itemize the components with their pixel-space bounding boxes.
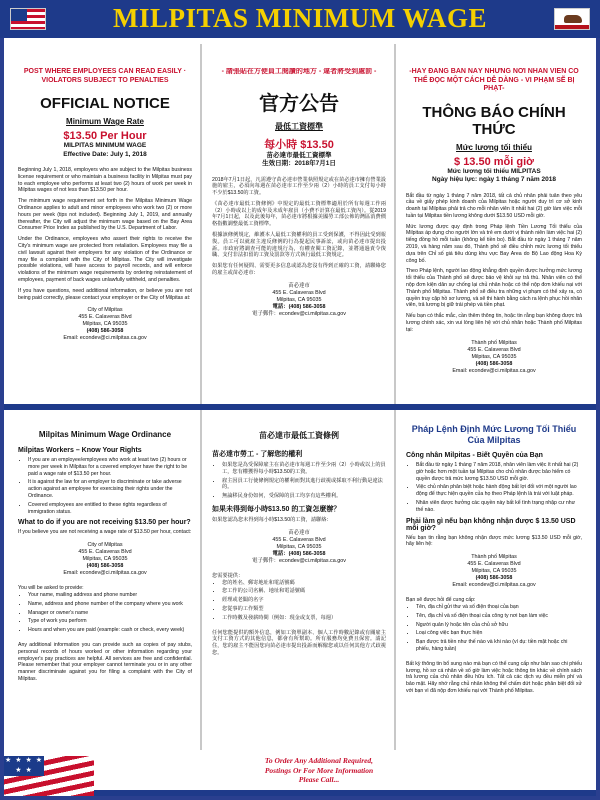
ordinance-title: 苗必達市最低工資條例 xyxy=(259,431,339,440)
list-item: • 您的姓名、郵寄地址和電話號碼 xyxy=(222,580,386,587)
paragraph: 《苗必達市最低工資條例》中規定的最低工資標準適用於所有每週工作兩（2）小時或以上的成年及未成年雇員（小費不計算在最低工資內）。從2019年7月1日起，以及此後每年，苗必達市將根據美國勞工部公佈的灣區消費價格指數調整最低工資標準。 xyxy=(212,200,386,228)
order-info xyxy=(244,756,394,785)
posting-warning: -HÃY ĐĂNG BẢN NÀY NHỮNG NƠI NHÂN VIÊN CÓ THỂ ĐỌC MỘT CÁCH DỄ DÀNG - VI PHẠM SẼ BỊ PHẠT- xyxy=(409,68,579,92)
what-to-do-heading: Phải làm gì nếu bạn không nhận được $ 13.50 USD mỗi giờ? xyxy=(406,517,576,532)
flag-stripes-graphic xyxy=(4,756,94,796)
email-address: Email: econdev@ci.milpitas.ca.gov xyxy=(63,570,147,577)
email-address: 電子郵件：econdev@ci.milpitas.ca.gov xyxy=(252,310,346,317)
address-line: 455 E. Calaveras Blvd xyxy=(78,549,132,556)
list-item: • 您從事的工作類型 xyxy=(222,606,386,613)
address-line: Milpitas, CA 95035 xyxy=(276,296,322,303)
california-flag-icon xyxy=(554,8,590,30)
list-item: • Your name, mailing address and phone number xyxy=(28,592,192,599)
phone-number: 電話：(408) 586-3058 xyxy=(272,303,326,310)
list-item: • Hours and when you are paid (example: cash or check, every week) xyxy=(28,627,192,634)
notice-body xyxy=(406,193,582,334)
rights-list xyxy=(212,462,386,500)
wage-rate: $13.50 Per Hour xyxy=(63,130,147,142)
wage-label: Mức lương tối thiểu MILPITAS xyxy=(447,167,541,175)
paragraph: If you have questions, need additional information, or believe you are not being paid correctly, please contact your employer or the City of Milpitas at: xyxy=(18,287,192,301)
address-line: Thành phố Milpitas xyxy=(471,554,517,561)
provide-list xyxy=(212,580,386,622)
effective-date: 生效日期：2018年7月1日 xyxy=(262,160,336,167)
address-line: 苗必達市 xyxy=(288,282,310,289)
address-line: City of Milpitas xyxy=(87,307,123,314)
rights-heading: 苗必達市勞工 - 了解您的權利 xyxy=(212,451,303,458)
paragraph: 如果您有任何疑問、需要更多信息或認為您沒有得到正確的工資，請聯絡您的雇主或苗必達市： xyxy=(212,263,386,277)
posting-warning: POST WHERE EMPLOYEES CAN READ EASILY · VIOLATORS SUBJECT TO PENALTIES xyxy=(23,68,187,84)
list-item: • It is against the law for an employer to discriminate or take adverse action against an employee for exercising their rights under the Ordinance. xyxy=(28,479,192,499)
footer xyxy=(4,752,596,796)
address-line: Milpitas, CA 95035 xyxy=(82,556,128,563)
list-item: • 雇主因員工行使條例規定的權利而對其進行歧視或採取不利行動是違法的。 xyxy=(222,478,386,492)
paragraph: The minimum wage requirement set forth in the Milpitas Minimum Wage Ordinance applies to adult and minor employees who work two (2) or more hours per week (tips not included). Beginning July 1, 2019, and annually thereafter, the City will adjust the minimum wage based on the Bay Area Consumer Price Index as published by the U.S. Department of Labor. xyxy=(18,198,192,232)
stars-icon: ★ ★ ★ ★ ★ ★ xyxy=(5,757,43,774)
list-item: • Bắt đầu từ ngày 1 tháng 7 năm 2018, nhân viên làm việc ít nhất hai (2) giờ hoặc hơn một tuần tại Milpitas cho chủ nhân được bảo hiểm có quyền được trả mức lương $13.50 USD mỗi giờ. xyxy=(416,462,582,482)
phone-number: 電話：(408) 586-3058 xyxy=(272,550,326,557)
address-line: Milpitas, CA 95035 xyxy=(471,568,517,575)
list-item: • Manager or owner's name xyxy=(28,610,192,617)
address-line: 455 E. Calaveras Blvd xyxy=(467,346,521,353)
rights-heading: Công nhân Milpitas - Biết Quyền của Bạn xyxy=(406,452,543,459)
footer-line: Please Call... xyxy=(298,775,340,784)
list-item: • 經理或老闆的名字 xyxy=(222,597,386,604)
phone-number: (408) 586-3058 xyxy=(86,328,124,335)
list-item: • 工作時數及發薪時間（例如：現金或支票，每週） xyxy=(222,615,386,622)
list-item: • Bạn được trả tiền như thế nào và khi nào (ví dụ: tiền mặt hoặc chi phiếu, hàng tuần) xyxy=(416,639,582,653)
what-to-do-heading: 如果未得到每小時$13.50 的工資怎麼辦？ xyxy=(212,505,341,513)
provide-intro: You will be asked to provide: xyxy=(18,585,84,592)
column-divider-1 xyxy=(200,44,202,750)
chinese-notice xyxy=(206,68,392,398)
list-item: • Người quản lý hoặc tên của chủ sở hữu xyxy=(416,622,582,629)
email-address: Email: econdev@ci.milpitas.ca.gov xyxy=(452,367,536,374)
phone-number: (408) 586-3058 xyxy=(475,360,513,367)
effective-date: Ngày hiệu lực: ngày 1 tháng 7 năm 2018 xyxy=(432,176,556,183)
phone-number: (408) 586-3058 xyxy=(475,575,513,582)
notice-title: 官方公告 xyxy=(259,90,339,115)
address-line: Thành phố Milpitas xyxy=(471,339,517,346)
vietnamese-notice xyxy=(400,68,588,398)
list-item: • Covered employees are entitled to these rights regardless of immigration status. xyxy=(28,502,192,516)
contact-address xyxy=(212,530,386,565)
list-item: • If you are an employee/employees who work at least two (2) hours or more per week in Milpitas for a covered employer have the right to be paid a wage rate of $13.50 per hour. xyxy=(28,457,192,477)
column-divider-2 xyxy=(394,44,396,750)
section-divider xyxy=(4,404,596,410)
paragraph: Under the Ordinance, employees who assert their rights to receive the City's minimum wage are protected from retaliation. Employees may file a civil lawsuit against their employers for any violation of the Ordinance or may file a complaint with the City of Milpitas. The City will investigate possible violations, will have access to payroll records, and will enforce violations of the minimum wage requirements by ordering reinstatement of employees, payment of back wages unlawfully withheld, and penalties. xyxy=(18,236,192,283)
english-notice xyxy=(12,68,198,398)
list-item: • Loại công việc bạn thực hiện xyxy=(416,630,582,637)
notice-title: THÔNG BÁO CHÍNH THỨC xyxy=(422,103,566,138)
provide-intro: 您需要提供： xyxy=(212,572,244,579)
address-line: Milpitas, CA 95035 xyxy=(276,543,322,550)
list-item: • 無論移民身份如何，受保障的員工均享有這些權利。 xyxy=(222,493,386,500)
what-to-do-text: If you believe you are not receiving a wage rate of $13.50 per hour, contact: xyxy=(18,529,192,536)
chinese-ordinance xyxy=(206,424,392,746)
paragraph: Nếu bạn có thắc mắc, cần thêm thông tin, hoặc tin rằng bạn không được trả lương chính xác, xin vui lòng liên hệ với chủ nhân hoặc Thành phố Milpitas tại: xyxy=(406,313,582,333)
address-line: Milpitas, CA 95035 xyxy=(471,353,517,360)
contact-address xyxy=(406,340,582,375)
provide-list xyxy=(406,604,582,653)
list-item: • Tên, địa chỉ gửi thư và số điện thoại của bạn xyxy=(416,604,582,611)
list-item: • Tên, địa chỉ và số điện thoại của công ty nơi bạn làm việc xyxy=(416,613,582,620)
rights-list xyxy=(406,462,582,514)
rights-list xyxy=(18,457,192,515)
footer-line: To Order Any Additional Required, xyxy=(264,756,374,765)
contact-address xyxy=(406,554,582,589)
contact-address xyxy=(18,307,192,342)
email-address: Email: econdev@ci.milpitas.ca.gov xyxy=(452,582,536,589)
ordinance-title: Pháp Lệnh Định Mức Lương Tối Thiểu Của Milpitas xyxy=(411,424,577,445)
address-line: City of Milpitas xyxy=(87,542,123,549)
what-to-do-heading: What to do if you are not receiving $13.50 per hour? xyxy=(18,519,191,527)
list-item: • Name, address and phone number of the company where you work xyxy=(28,601,192,608)
list-item: • 您工作的公司名稱、地址和電話號碼 xyxy=(222,588,386,595)
list-item: • 如果您是為受保障雇主在苗必達市每週工作至少兩（2）小時或以上的員工，您有權獲得每小時$13.50的工資。 xyxy=(222,462,386,476)
address-line: Milpitas, CA 95035 xyxy=(82,321,128,328)
contact-address xyxy=(18,542,192,577)
rate-subtitle: Mức lương tối thiểu xyxy=(456,142,532,152)
rate-subtitle: 最低工資標準 xyxy=(275,121,323,131)
wage-label: 苗必達市最低工資標準 xyxy=(266,151,332,159)
posting-warning: - 請張貼在方便員工閱讀的地方 - 違者將受到處罰 - xyxy=(221,68,377,75)
notice-body xyxy=(18,167,192,301)
what-to-do-text: 如果您認為您未得到每小時$13.50的工資，請聯絡： xyxy=(212,516,332,523)
footer-line: Postings Or For More Information xyxy=(264,765,374,775)
address-line: 苗必達市 xyxy=(288,529,310,536)
header-banner xyxy=(0,0,600,38)
list-item: • Nhân viên được hưởng các quyền này bất kể tình trạng nhập cư như thế nào. xyxy=(416,500,582,514)
notice-body xyxy=(212,177,386,277)
address-line: 455 E. Calaveras Blvd xyxy=(78,314,132,321)
list-item: • Type of work you perform xyxy=(28,618,192,625)
paragraph: Beginning July 1, 2018, employers who are subject to the Milpitas business license requirement or who maintain a business facility in Milpitas must pay to each employee who performs at least two (2) hours of work per week in Milpitas wages of not less than $13.50 per hour. xyxy=(18,167,192,194)
rights-heading: Milpitas Workers – Know Your Rights xyxy=(18,447,142,454)
wage-rate: 每小時 $13.50 xyxy=(264,138,334,151)
vietnamese-ordinance xyxy=(400,424,588,746)
what-to-do-text: Nếu bạn tin rằng bạn không nhận được mức lương $13.50 USD mỗi giờ, hãy liên hệ: xyxy=(406,534,582,548)
poster-title: MILPITAS MINIMUM WAGE xyxy=(112,3,487,33)
email-address: Email: econdev@ci.milpitas.ca.gov xyxy=(63,335,147,342)
wage-rate: $ 13.50 mỗi giờ xyxy=(454,155,534,168)
wage-label: MILPITAS MINIMUM WAGE xyxy=(63,142,147,149)
address-line: 455 E. Calaveras Blvd xyxy=(272,289,326,296)
contact-address xyxy=(212,283,386,318)
effective-date: Effective Date: July 1, 2018 xyxy=(63,150,147,158)
footer-band xyxy=(94,790,596,796)
additional-info: Any additional information you can provide such as copies of pay stubs, personal records of hours worked or other information regarding your employer's pay practices are helpful. All services are free and confidential. Please remember that your employer cannot terminate you or in any other manner discriminate against you for filing a complaint with the City of Milpitas. xyxy=(18,641,192,682)
paragraph: Theo Pháp lệnh, người lao động khẳng định quyền được hưởng mức lương tối thiểu của Thành phố sẽ được bảo vệ khỏi sự trả thù. Nhân viên có thể nộp đơn kiện dân sự chống lại chủ nhân hoặc có thể nộp đơn khiếu nại với Thành phố Milpitas. Thành phố sẽ điều tra những vi phạm có thể xảy ra, có quyền truy cập hồ sơ lương, và sẽ thi hành bằng cách ra lệnh phục hồi nhân viên, trả lương bị giữ trái phép và tiền phạt. xyxy=(406,268,582,309)
english-ordinance xyxy=(12,424,198,746)
provide-list xyxy=(18,592,192,634)
paragraph: Bắt đầu từ ngày 1 tháng 7 năm 2018, tất cả chủ nhân phải tuân theo yêu cầu về giấy phép kinh doanh của Milpitas hoặc người duy trì cơ sở kinh doanh tại Milpitas phải trả cho mỗi nhân viên ít nhất hai (2) giờ làm việc mỗi tuần tại Milpitas tiền lương không dưới $13.50 USD mỗi giờ. xyxy=(406,192,582,219)
paragraph: 2018年7月1日起，凡需遵守苗必達市營業執照規定或在苗必達市擁有營業設施的雇主，必須向每週在苗必達市工作至少兩（2）小時的員工支付每小時不少於$13.50的工資。 xyxy=(212,176,386,197)
additional-info: Bất kỳ thông tin bổ sung nào mà bạn có thể cung cấp như bản sao chi phiếu lương, hồ sơ cá nhân về số giờ làm việc hoặc thông tin khác về chính sách trả lương của chủ nhân đều hữu ích. Tất cả các dịch vụ đều miễn phí và bảo mật. Hãy nhớ rằng chủ nhân không thể chấm dứt hoặc phân biệt đối xử với bạn vì đã nộp đơn khiếu nại với Thành phố Milpitas. xyxy=(406,660,582,694)
notice-title: OFFICIAL NOTICE xyxy=(40,95,170,112)
address-line: 455 E. Calaveras Blvd xyxy=(467,561,521,568)
paragraph: Mức lương được quy định trong Pháp lệnh Tiền Lương Tối thiểu của Milpitas áp dụng cho người lớn và trẻ em dưới vị thành niên làm việc hai (2) tiếng đồng hồ mỗi tuần (không kể tiền bo). Bắt đầu từ ngày 1 tháng 7 năm 2019, và hàng năm sau đó, Thành phố sẽ điều chỉnh mức lương tối thiểu dựa trên Chỉ số giá tiêu dùng khu vực Bay Area do Bộ Lao động Hoa Kỳ công bố. xyxy=(406,223,582,264)
paragraph: 根據該條例規定，維護本人最低工資權利的員工受到保護，不得因此受到報復。員工可以就雇主違反條例的行為提起民事訴訟，或向苗必達市提出投訴。市政府將調查可能的違規行為，有權查閱工資記錄，並將通過責令復職、支付非法扣留的工資及罰款等方式執行最低工資規定。 xyxy=(212,232,386,259)
list-item: • Việc chủ nhân phân biệt hoặc hành động bất lợi đối với một người lao động để thực hiện quyền của họ theo Pháp lệnh là trái với luật pháp. xyxy=(416,484,582,498)
additional-info: 任何您能提供的額外信息，例如工資單副本、個人工作時數記錄或有關雇主支付工資方式的其他信息，都會有所幫助。所有服務均免費且保密。請記住，您的雇主不能因您向苗必達市提出投訴而解僱您或以任何其他方式歧視您。 xyxy=(212,629,386,656)
provide-intro: Bạn sẽ được hỏi để cung cấp: xyxy=(406,597,476,604)
rate-subtitle: Minimum Wage Rate xyxy=(66,117,144,126)
phone-number: (408) 586-3058 xyxy=(86,563,124,570)
address-line: 455 E. Calaveras Blvd xyxy=(272,536,326,543)
ordinance-title: Milpitas Minimum Wage Ordinance xyxy=(38,430,172,439)
email-address: 電子郵件：econdev@ci.milpitas.ca.gov xyxy=(252,557,346,564)
us-flag-icon xyxy=(10,8,46,30)
